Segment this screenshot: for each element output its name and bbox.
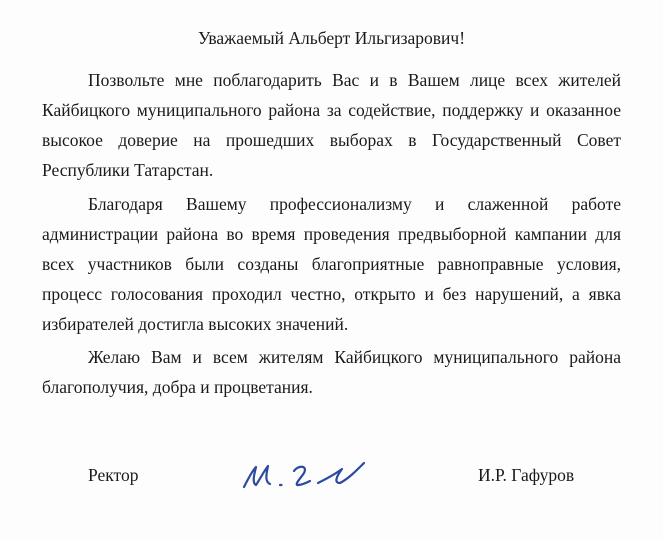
paragraph-3 <box>42 342 621 402</box>
paragraph-line: Кайбицкого муниципального района за содействие, поддержку и оказанное <box>42 100 621 120</box>
paragraph-line: Позвольте мне поблагодарить Вас и в Вашем лице всех жителей <box>88 70 621 90</box>
paragraph-line: Благодаря Вашему профессионализму и слаженной работе <box>88 194 621 214</box>
paragraph-line: высокое доверие на прошедших выборах в Государственный Совет <box>42 130 621 150</box>
signature-block <box>0 461 663 497</box>
paragraph-line: Республики Татарстан. <box>42 160 214 180</box>
paragraph-line: избирателей достигла высоких значений. <box>42 314 349 334</box>
handwritten-signature <box>238 457 368 493</box>
paragraph-line: процесс голосования проходил честно, открыто и без нарушений, а явка <box>42 284 621 304</box>
paragraph-1 <box>42 65 621 185</box>
paragraph-line: администрации района во время проведения предвыборной кампании для <box>42 224 621 244</box>
paragraph-line: благополучия, добра и процветания. <box>42 377 313 397</box>
paragraph-2 <box>42 189 621 339</box>
paragraph-line: всех участников были созданы благоприятные равноправные условия, <box>42 254 621 274</box>
paragraph-line: Желаю Вам и всем жителям Кайбицкого муниципального района <box>88 347 621 367</box>
signer-position: Ректор <box>88 465 139 485</box>
salutation: Уважаемый Альберт Ильгизарович! <box>197 28 466 48</box>
signer-name: И.Р. Гафуров <box>478 465 575 485</box>
